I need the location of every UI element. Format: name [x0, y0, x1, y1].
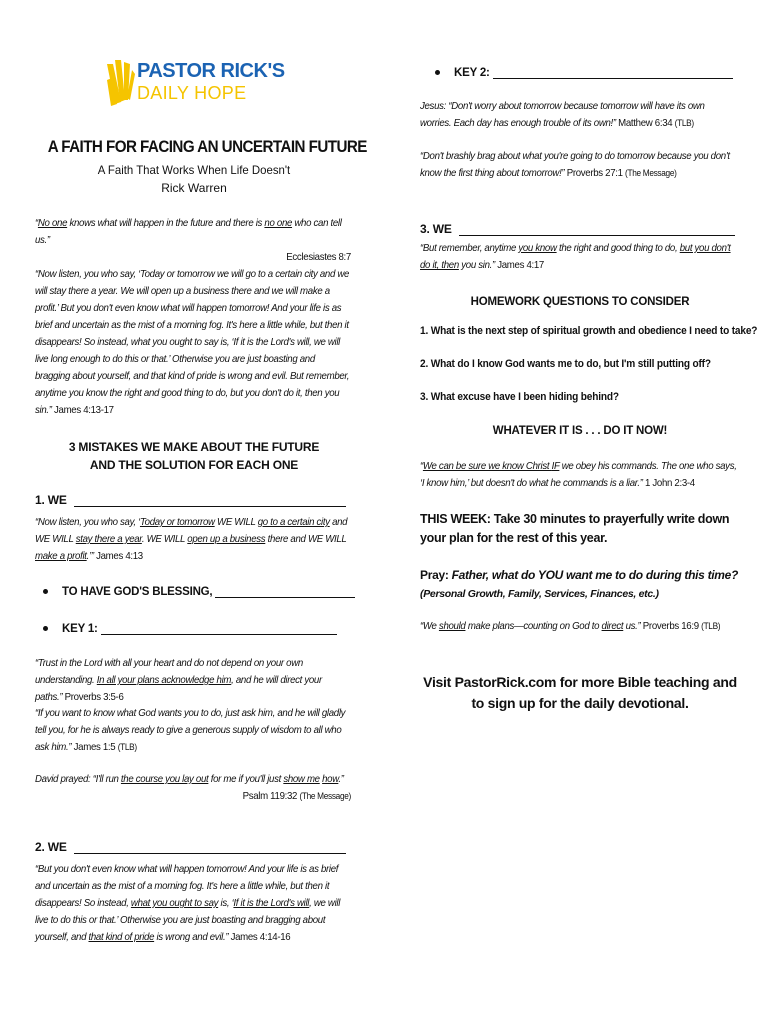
- we-3-heading: 3. WE: [420, 222, 740, 236]
- logo-line2: DAILY HOPE: [137, 83, 247, 103]
- quote-proverbs-27-1: “Don't brashly brag about what you're going to do tomorrow because you don't know the first thing about tomorrow!” Proverbs 27:1 (The Message): [420, 150, 730, 179]
- prayer: Pray: Father, what do YOU want me to do during this time? (Personal Growth, Family, Services, Finances, etc.): [420, 568, 739, 600]
- visit-link[interactable]: Visit PastorRick.com for more Bible teaching and to sign up for the daily devotional.: [423, 674, 737, 711]
- blessing-blank[interactable]: [215, 585, 355, 598]
- page-title: A FAITH FOR FACING AN UNCERTAIN FUTURE: [47, 138, 367, 156]
- bullet-icon: [435, 70, 440, 75]
- quote-james-4-14-16: “But you don't even know what will happen tomorrow! And your life is as brief and uncertain as the mist of a morning fog. It's here a little while, but then it disappears! So instead, what you ought to say is, ‘If it is the Lord's will, we will live to do this or that.’ Otherwise you are just boasting and bragging about yourself, and that kind of pride is wrong and evil.” James 4:14-16: [35, 863, 341, 943]
- quote-ecclesiastes: “No one knows what will happen in the future and there is no one who can tell us.” Ecclesiastes 8:7: [35, 217, 351, 263]
- key-1-blank[interactable]: [101, 622, 337, 635]
- bullet-icon: [43, 589, 48, 594]
- author: Rick Warren: [161, 181, 227, 195]
- sunburst-icon: [107, 60, 135, 106]
- we-1-heading: 1. WE: [35, 493, 353, 507]
- quote-james-4-13-17: “Now listen, you who say, ‘Today or tomorrow we will go to a certain city and we will stay there a year. We will open up a business there and we will make a profit.’ But you don't even know what will happen tomorrow! And your life is as brief and uncertain as the mist of a morning fog. It's here a little while, but then it disappears! So instead, what you ought to say is, ‘If it is the Lord's will, we will live long enough to do this or that.’ Otherwise you are just boasting and bragging about yourself, and that kind of pride is wrong and evil. But remember, anytime you know the right and good thing to do, but you don't do it, then you sin.” James 4:13-17: [35, 268, 350, 416]
- bullet-key-1: KEY 1:: [43, 622, 337, 635]
- quote-proverbs-3-5: “Trust in the Lord with all your heart and do not depend on your own understanding. In all your plans acknowledge him, and he will direct your paths.” Proverbs 3:5-6: [35, 657, 322, 703]
- we-2-heading: 2. WE: [35, 840, 353, 854]
- this-week: THIS WEEK: Take 30 minutes to prayerfully write down your plan for the rest of this year.: [420, 512, 730, 545]
- logo-line1: PASTOR RICK'S: [137, 60, 285, 82]
- logo: [107, 58, 307, 110]
- homework-title: HOMEWORK QUESTIONS TO CONSIDER: [470, 296, 690, 308]
- homework-question-2: 2. What do I know God wants me to do, but I'm still putting off?: [420, 358, 711, 370]
- bullet-key-2: KEY 2:: [435, 66, 733, 79]
- homework-question-3: 3. What excuse have I been hiding behind?: [420, 391, 619, 403]
- we-3-blank[interactable]: [459, 223, 735, 236]
- we-2-blank[interactable]: [74, 841, 346, 854]
- we-1-blank[interactable]: [74, 494, 346, 507]
- quote-proverbs-16-9: “We should make plans—counting on God to direct us.” Proverbs 16:9 (TLB): [420, 620, 721, 632]
- key-2-blank[interactable]: [493, 66, 733, 79]
- quote-james-4-13: “Now listen, you who say, ‘Today or tomorrow WE WILL go to a certain city and WE WILL stay there a year. WE WILL open up a business there and WE WILL make a profit.’” James 4:13: [35, 516, 348, 562]
- bullet-icon: [43, 626, 48, 631]
- quote-1-john-2-3: “We can be sure we know Christ IF we obey his commands. The one who says, ‘I know him,’ but doesn't do what he commands is a liar.” 1 John 2:3-4: [420, 460, 737, 489]
- whatever-heading: WHATEVER IT IS . . . DO IT NOW!: [492, 425, 668, 437]
- quote-james-1-5: “If you want to know what God wants you to do, just ask him, and he will gladly tell you, for he is always ready to give a generous supply of wisdom to all who ask him.” James 1:5 (TLB): [35, 707, 346, 753]
- bullet-blessing: TO HAVE GOD'S BLESSING,: [43, 585, 355, 598]
- quote-matthew-6-34: Jesus: “Don't worry about tomorrow because tomorrow will have its own worries. Each day has enough trouble of its own!” Matthew 6:34 (TLB): [420, 100, 705, 129]
- page-subtitle: A Faith That Works When Life Doesn't: [97, 163, 291, 177]
- section-mistakes-title: 3 MISTAKES WE MAKE ABOUT THE FUTURE AND THE SOLUTION FOR EACH ONE: [68, 440, 320, 472]
- homework-question-1: 1. What is the next step of spiritual growth and obedience I need to take?: [420, 325, 758, 337]
- quote-james-4-17: “But remember, anytime you know the right and good thing to do, but you don't do it, then you sin.” James 4:17: [420, 242, 731, 271]
- quote-psalm-119-32: David prayed: “I'll run the course you lay out for me if you'll just show me how.” Psalm 119:32 (The Message): [35, 773, 351, 802]
